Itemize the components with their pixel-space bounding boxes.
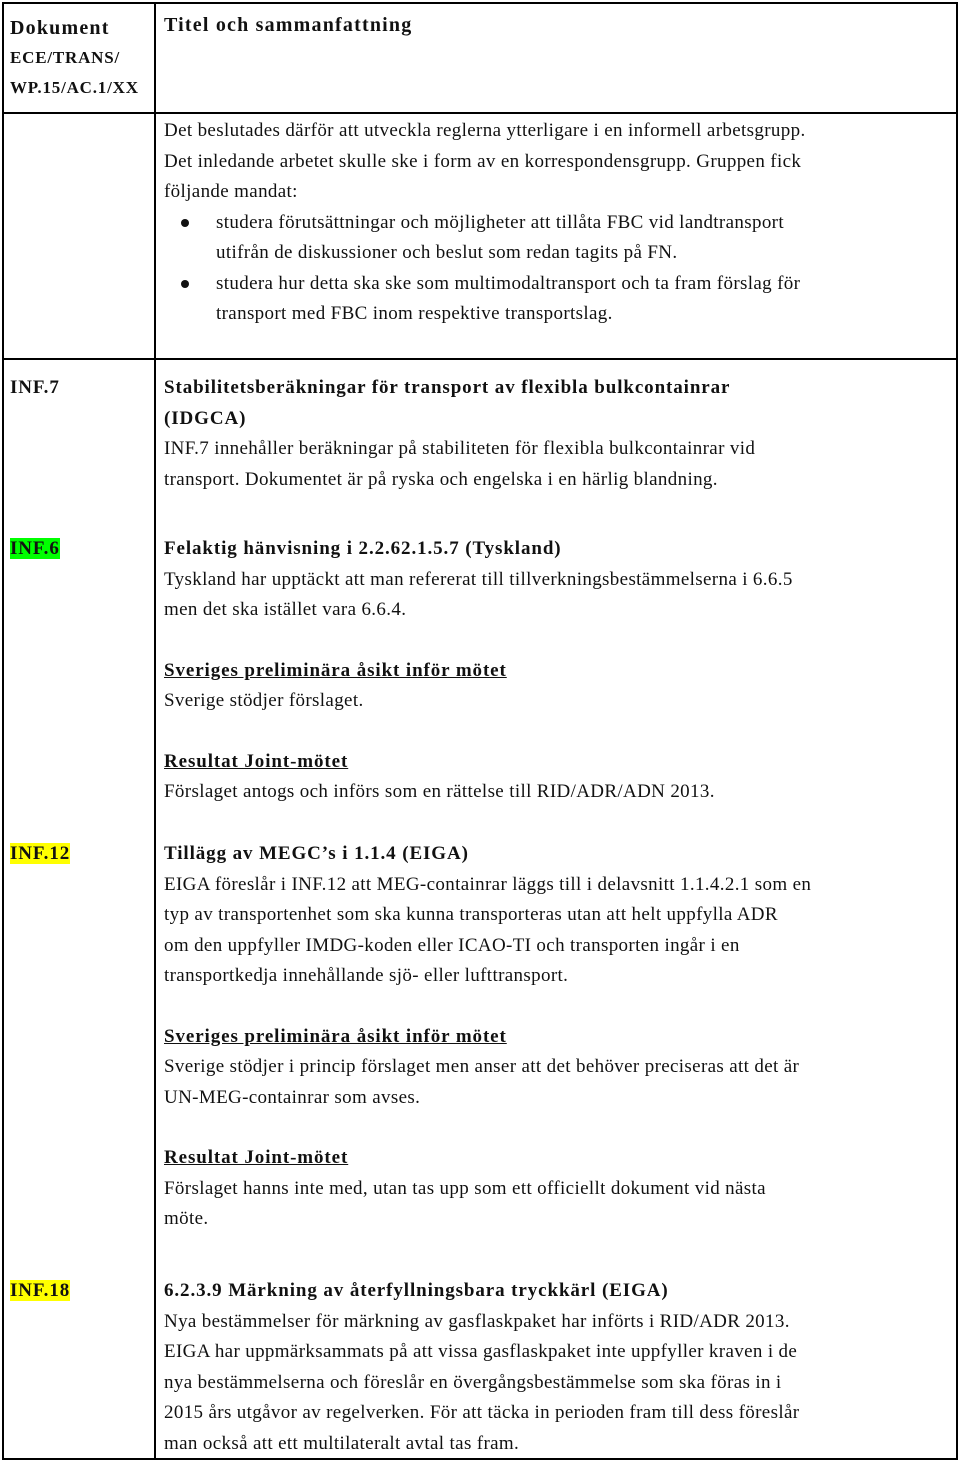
view-body-line: Sverige stödjer förslaget.	[164, 690, 364, 711]
item-heading: Felaktig hänvisning i 2.2.62.1.5.7 (Tyskland)	[164, 538, 562, 559]
item-body-line: transport. Dokumentet är på ryska och engelska i en härlig blandning.	[164, 468, 718, 490]
item-body-line: 2015 års utgåvor av regelverken. För att täcka in perioden fram till dess föreslår	[164, 1402, 800, 1423]
doc-id-inf12: INF.12	[10, 843, 71, 864]
item-body-line: INF.7 innehåller beräkningar på stabiliteten för flexibla bulkcontainrar vid	[164, 438, 756, 459]
item-body-line: transportkedja innehållande sjö- eller lufttransport.	[164, 965, 569, 986]
result-heading: Resultat Joint-mötet	[164, 750, 349, 772]
intro-line: Det beslutades därför att utveckla reglerna ytterligare i en informell arbetsgrupp.	[164, 120, 806, 141]
table-border-top	[2, 2, 958, 4]
item-inf6	[164, 534, 793, 808]
row-divider	[2, 358, 958, 360]
doc-id-inf6: INF.6	[10, 538, 60, 559]
item-body-line: EIGA föreslår i INF.12 att MEG-containrar läggs till i delavsnitt 1.1.4.2.1 som en	[164, 873, 812, 895]
item-body-line: typ av transportenhet som ska kunna transporteras utan att helt uppfylla ADR	[164, 904, 778, 925]
bullet-icon	[181, 219, 189, 227]
item-body-line: Tyskland har upptäckt att man refererat till tillverkningsbestämmelserna i 6.6.5	[164, 568, 793, 590]
item-heading: 6.2.3.9 Märkning av återfyllningsbara tryckkärl (EIGA)	[164, 1280, 669, 1301]
table-column-divider	[154, 2, 156, 1460]
header-title: Titel och sammanfattning	[164, 14, 413, 36]
header-doc-cell	[10, 13, 139, 103]
item-inf12	[164, 839, 811, 1235]
item-body-line: men det ska istället vara 6.6.4.	[164, 599, 407, 620]
item-inf18	[164, 1276, 799, 1459]
intro-line: Det inledande arbetet skulle ske i form av en korrespondensgrupp. Gruppen fick	[164, 150, 802, 172]
item-body-line: Nya bestämmelser för märkning av gasflaskpaket har införts i RID/ADR 2013.	[164, 1310, 790, 1332]
header-row-divider	[2, 112, 958, 114]
bullet-icon	[181, 280, 189, 288]
view-heading: Sveriges preliminära åsikt inför mötet	[164, 659, 507, 681]
item-heading: Tillägg av MEGC’s i 1.1.4 (EIGA)	[164, 843, 469, 864]
mandate-item: studera förutsättningar och möjligheter att tillåta FBC vid landtransport utifrån de diskussioner och beslut som redan tagits på FN.	[164, 208, 806, 269]
result-body-line: Förslaget hanns inte med, utan tas upp som ett officiellt dokument vid nästa	[164, 1177, 766, 1199]
result-body-line: möte.	[164, 1208, 209, 1229]
doc-ref-line1: ECE/TRANS/	[10, 48, 121, 67]
item-heading: (IDGCA)	[164, 407, 247, 429]
mandate-item: studera hur detta ska ske som multimodaltransport och ta fram förslag för transport med FBC inom respektive transportslag.	[164, 269, 806, 330]
intro-line: följande mandat:	[164, 181, 298, 202]
doc-id-inf7: INF.7	[10, 377, 60, 398]
table-border-left	[2, 2, 4, 1460]
item-body-line: nya bestämmelserna och föreslår en övergångsbestämmelse som ska föras in i	[164, 1371, 782, 1393]
intro-section	[164, 116, 806, 330]
item-inf7	[164, 373, 755, 495]
result-heading: Resultat Joint-mötet	[164, 1147, 349, 1168]
view-heading: Sveriges preliminära åsikt inför mötet	[164, 1025, 507, 1047]
item-heading: Stabilitetsberäkningar för transport av flexibla bulkcontainrar	[164, 377, 731, 398]
view-body-line: UN-MEG-containrar som avses.	[164, 1086, 421, 1108]
mandate-list	[164, 208, 806, 330]
item-body-line: man också att ett multilateralt avtal tas fram.	[164, 1432, 520, 1454]
doc-label: Dokument	[10, 17, 110, 39]
result-body-line: Förslaget antogs och införs som en rättelse till RID/ADR/ADN 2013.	[164, 781, 715, 802]
doc-ref-line2: WP.15/AC.1/XX	[10, 78, 139, 97]
item-body-line: om den uppfyller IMDG-koden eller ICAO-TI och transporten ingår i en	[164, 934, 740, 956]
doc-id-inf18: INF.18	[10, 1280, 71, 1301]
item-body-line: EIGA har uppmärksammats på att vissa gasflaskpaket inte uppfyller kraven i de	[164, 1341, 798, 1362]
view-body-line: Sverige stödjer i princip förslaget men anser att det behöver preciseras att det är	[164, 1056, 800, 1077]
table-border-right	[956, 2, 958, 1460]
